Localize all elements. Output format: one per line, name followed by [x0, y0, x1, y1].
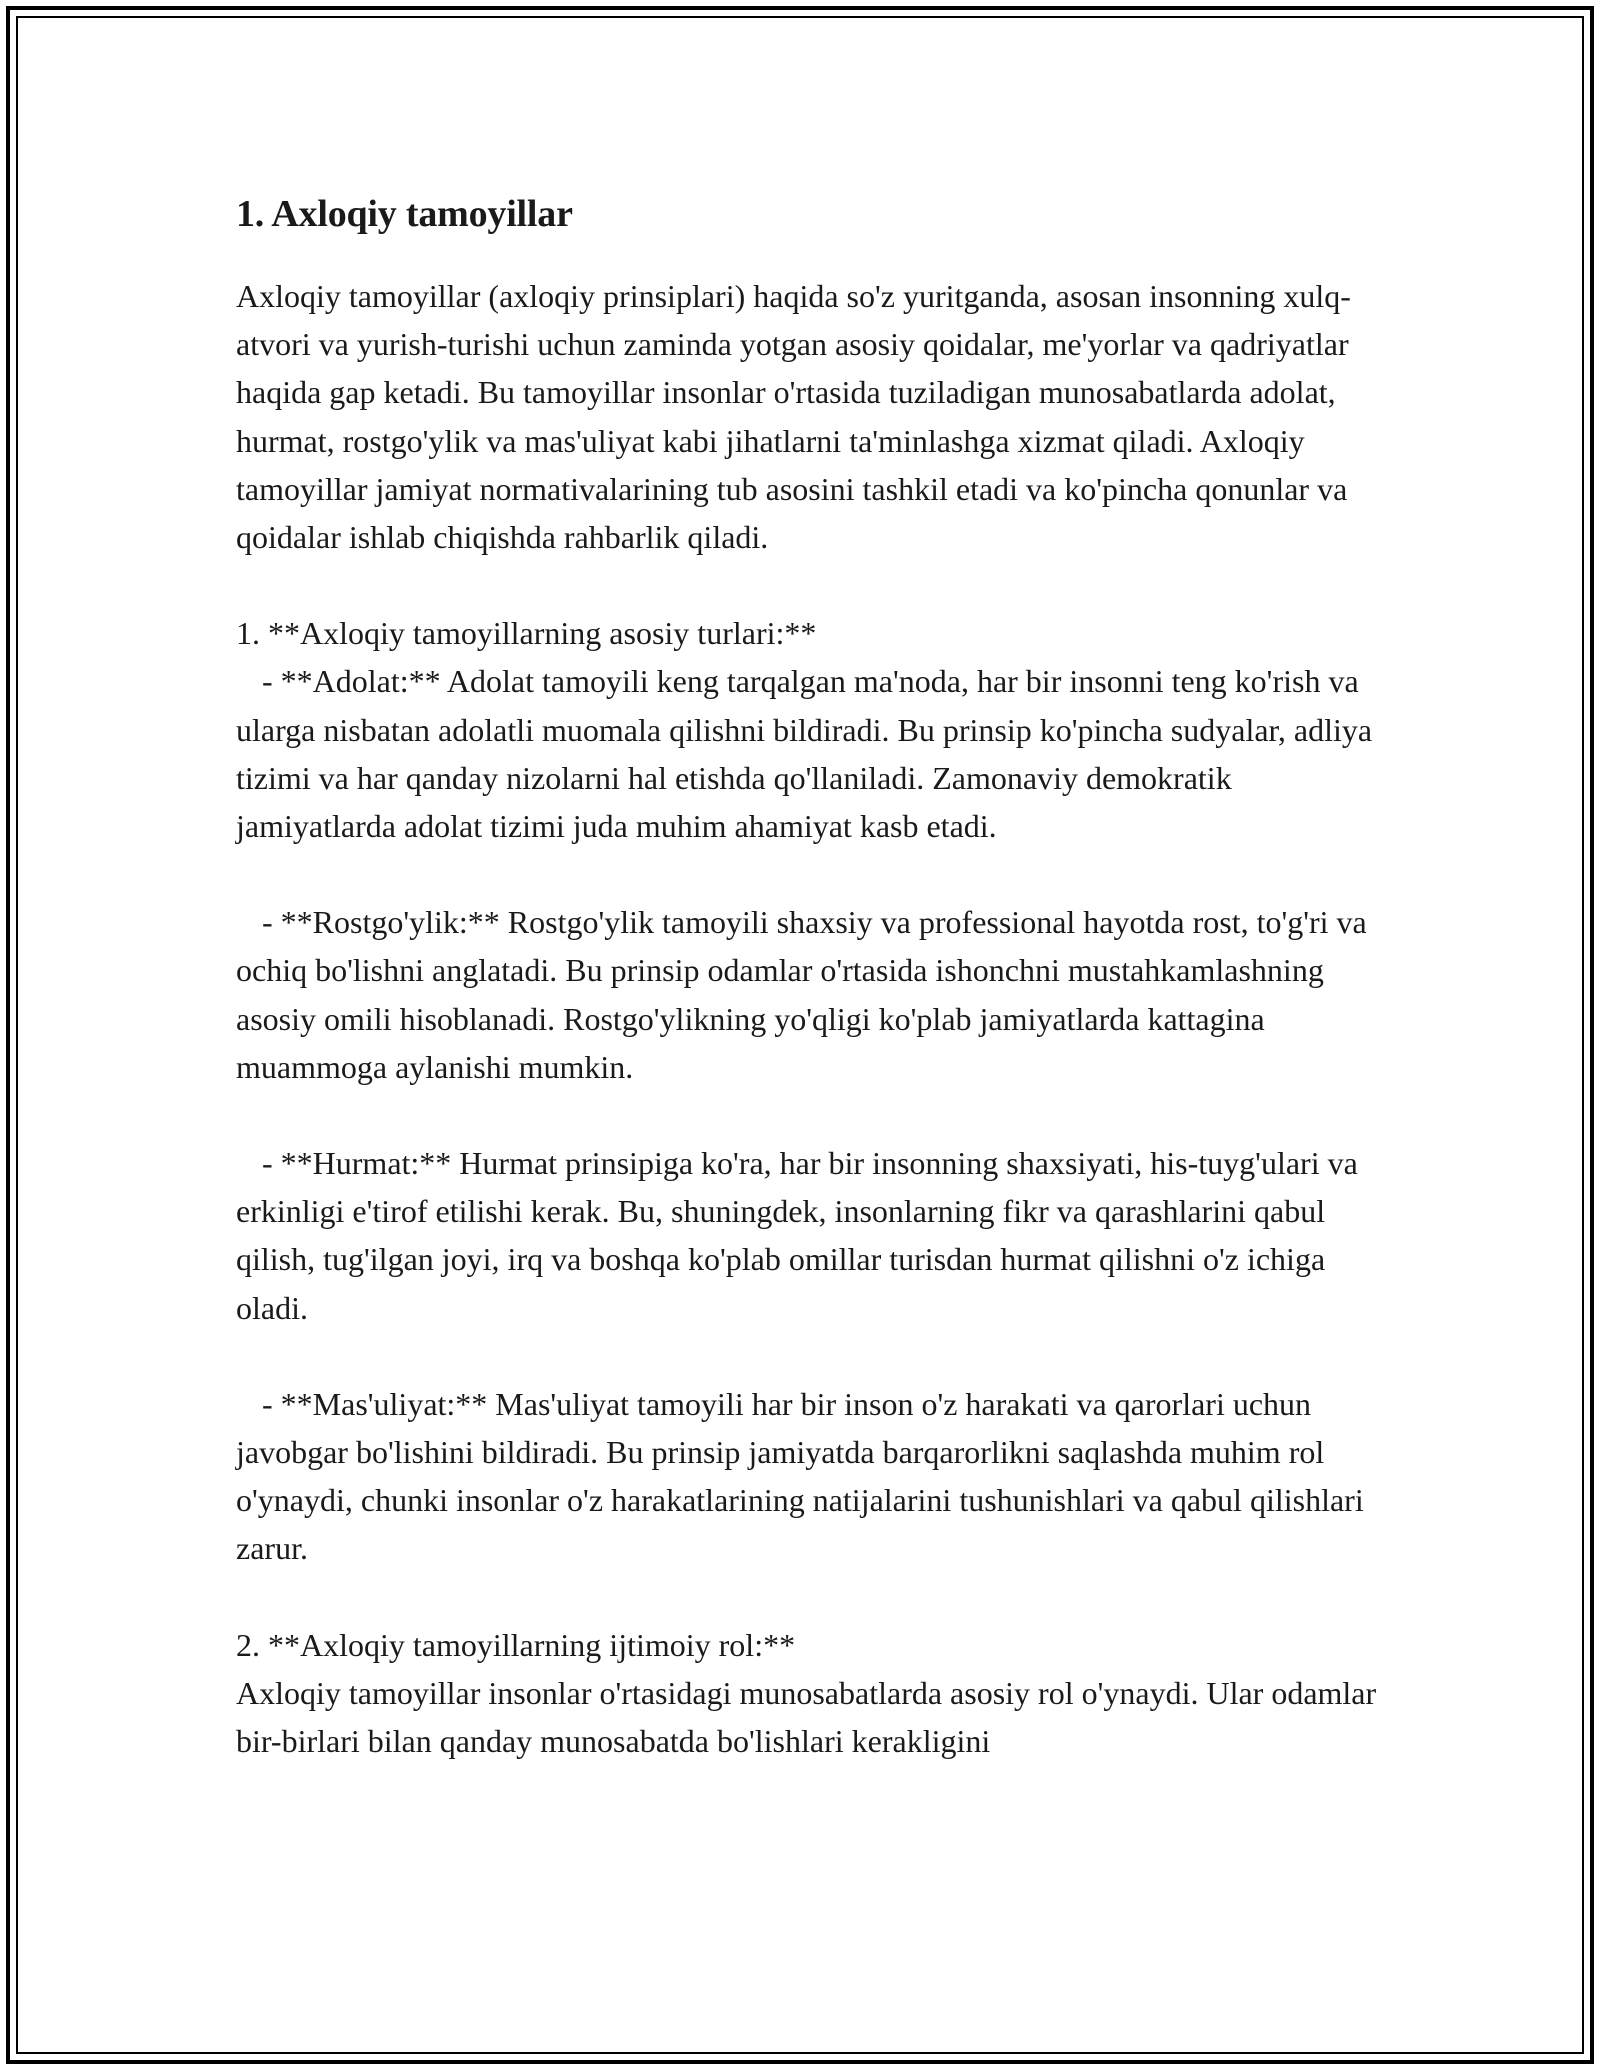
section-2-text: Axloqiy tamoyillar insonlar o'rtasidagi munosabatlarda asosiy rol o'ynaydi. Ular odamlar bir-birlari bilan qanday munosabatda bo'lishlari kerakligini — [236, 1674, 1377, 1760]
item-rostgoylik-block — [236, 898, 1396, 1091]
item-masuliyat-block — [236, 1380, 1396, 1573]
section-2 — [236, 1621, 1396, 1766]
item-hurmat-block — [236, 1139, 1396, 1332]
section-1-heading: 1. **Axloqiy tamoyillarning asosiy turlari:** — [236, 615, 817, 652]
item-masuliyat: - **Mas'uliyat:** Mas'uliyat tamoyili har bir inson o'z harakati va qarorlari uchun javobgar bo'lishini bildiradi. Bu prinsip jamiyatda barqarorlikni saqlashda muhim rol o'ynaydi, chunki insonlar o'z harakatlarining natijalarini tushunishlari va qabul qilishlari zarur. — [236, 1385, 1364, 1567]
section-2-heading: 2. **Axloqiy tamoyillarning ijtimoiy rol:** — [236, 1626, 796, 1663]
section-1 — [236, 609, 1396, 850]
intro-paragraph — [236, 272, 1396, 561]
intro-text: Axloqiy tamoyillar (axloqiy prinsiplari) haqida so'z yuritganda, asosan insonning xulq-atvori va yurish-turishi uchun zaminda yotgan asosiy qoidalar, me'yorlar va qadriyatlar haqida gap ketadi. Bu tamoyillar insonlar o'rtasida tuziladigan munosabatlarda adolat, hurmat, rostgo'ylik va mas'uliyat kabi jihatlarni ta'minlashga xizmat qiladi. Axloqiy tamoyillar jamiyat normativalarining tub asosini tashkil etadi va ko'pincha qonunlar va qoidalar ishlab chiqishda rahbarlik qiladi. — [236, 278, 1351, 556]
item-hurmat: - **Hurmat:** Hurmat prinsipiga ko'ra, har bir insonning shaxsiyati, his-tuyg'ulari va erkinligi e'tirof etilishi kerak. Bu, shuningdek, insonlarning fikr va qarashlarini qabul qilish, tug'ilgan joyi, irq va boshqa ko'plab omillar turisdan hurmat qilishni o'z ichiga oladi. — [236, 1145, 1358, 1326]
item-rostgoylik: - **Rostgo'ylik:** Rostgo'ylik tamoyili shaxsiy va professional hayotda rost, to'g'ri va ochiq bo'lishni anglatadi. Bu prinsip odamlar o'rtasida ishonchni mustahkamlashning asosiy omili hisoblanadi. Rostgo'ylikning yo'qligi ko'plab jamiyatlarda kattagina muammoga aylanishi mumkin. — [236, 904, 1367, 1085]
item-adolat: - **Adolat:** Adolat tamoyili keng tarqalgan ma'noda, har bir insonni teng ko'rish va ularga nisbatan adolatli muomala qilishni bildiradi. Bu prinsip ko'pincha sudyalar, adliya tizimi va har qanday nizolarni hal etishda qo'llaniladi. Zamonaviy demokratik jamiyatlarda adolat tizimi juda muhim ahamiyat kasb etadi. — [236, 663, 1373, 845]
document-title: 1. Axloqiy tamoyillar — [236, 193, 573, 235]
document-body — [236, 186, 1396, 1765]
